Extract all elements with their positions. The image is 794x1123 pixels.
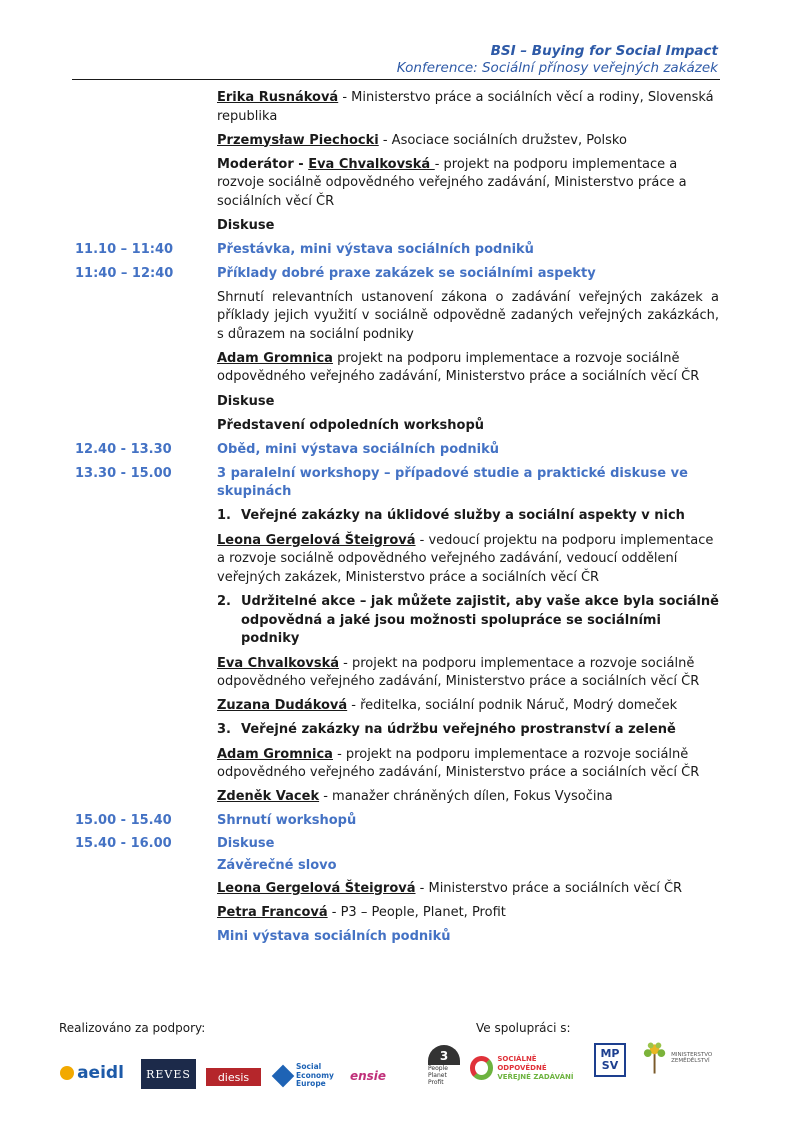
cooperation-label: Ve spolupráci s: [476,1021,571,1035]
page-header [397,43,718,77]
agenda-item-1540 [75,835,725,947]
mpsv-logo: MP SV [594,1043,626,1077]
speaker-name: Leona Gergelová Šteigrová [217,880,416,896]
speaker-name: Erika Rusnáková [217,90,339,105]
speaker-rusnakova: Erika Rusnáková - Ministerstvo práce a sociálních věcí a rodiny, Slovenská republika [217,90,714,124]
p3-logo: 3 People Planet Profit [428,1044,464,1086]
agenda-item-1240 [75,441,725,460]
speaker-name: Eva Chvalkovská [308,156,435,172]
agenda-item-1110 [75,241,725,260]
social-economy-europe-logo: Social Economy Europe [275,1062,337,1090]
moderator: Moderátor - Eva Chvalkovská - projekt na podporu implementace a rozvoje sociálně odpovědného veřejného zadávání, Ministerstvo práce a sociálních věcí ČR [217,156,687,209]
time-slot: 11.10 – 11:40 [75,241,174,257]
speaker-name: Przemysław Piechocki [217,132,379,148]
agenda-item-1330 [75,465,725,813]
tree-icon [640,1039,669,1077]
agenda [75,89,725,946]
workshops-intro: Představení odpoledních workshopů [217,417,485,433]
time-slot: 15.00 - 15.40 [75,813,172,828]
workshop-2-title: 2. Udržitelné akce – jak můžete zajistit, aby vaše akce byla sociálně odpovědná a jaké jsou možnosti spolupráce se sociálními podniky [217,594,719,646]
expo-label: Mini výstava sociálních podniků [217,928,451,944]
agenda-item-1500 [75,812,725,831]
time-slot: 12.40 - 13.30 [75,441,172,457]
agenda-item-title: 3 paralelní workshopy – případové studie a praktické diskuse ve skupinách [217,465,688,499]
speaker-name: Leona Gergelová Šteigrová [217,532,416,548]
sov-mark-icon [470,1056,493,1080]
workshop-3-speaker: Adam Gromnica - projekt na podporu implementace a rozvoje sociálně odpovědného veřejného zadávání, Ministerstvo práce a sociálních věcí ČR [217,746,700,780]
agenda-item-title: Příklady dobré praxe zakázek se sociálními aspekty [217,265,596,281]
speaker-name: Zuzana Dudáková [217,698,348,713]
workshop-2-speaker: Eva Chvalkovská - projekt na podporu implementace a rozvoje sociálně odpovědného veřejného zadávání, Ministerstvo práce a sociálních věcí ČR [217,655,700,689]
agenda-item-title: Přestávka, mini výstava sociálních podniků [217,241,534,257]
agenda-item-title: Shrnutí workshopů [217,813,357,828]
speaker-gromnica: Adam Gromnica projekt na podporu implementace a rozvoje sociálně odpovědného veřejného zadávání, Ministerstvo práce a sociálních věcí ČR [217,350,700,384]
agenda-continuation [75,89,725,241]
workshop-3-title: 3. Veřejné zakázky na údržbu veřejného prostranství a zeleně [217,722,676,737]
agenda-item-title: Diskuse [217,835,275,851]
workshop-1-title: 1. Veřejné zakázky na úklidové služby a sociální aspekty v nich [217,508,685,523]
closing-speaker: Petra Francová - P3 – People, Planet, Profit [217,904,506,920]
workshop-2-speaker: Zuzana Dudáková - ředitelka, sociální podnik Náruč, Modrý domeček [217,698,678,713]
reves-logo: REVES [141,1059,196,1089]
speaker-name: Adam Gromnica [217,350,333,366]
agenda-item-1140 [75,265,725,441]
closing-label: Závěrečné slovo [217,858,337,873]
aeidl-logo: aeidl [58,1062,126,1084]
speaker-name: Eva Chvalkovská [217,655,340,671]
agenda-item-title: Oběd, mini výstava sociálních podniků [217,441,500,457]
closing-speaker: Leona Gergelová Šteigrová - Ministerstvo práce a sociálních věcí ČR [217,880,683,896]
discussion-label: Diskuse [217,393,275,409]
supported-label: Realizováno za podpory: [59,1021,206,1035]
speaker-name: Petra Francová [217,904,328,920]
workshop-3-speaker: Zdeněk Vacek - manažer chráněných dílen, Fokus Vysočina [217,789,613,804]
time-slot: 15.40 - 16.00 [75,835,172,851]
workshop-1-speaker: Leona Gergelová Šteigrová - vedoucí projektu na podporu implementace a rozvoje sociálně odpovědného veřejného zadávání, vedoucí oddělení veřejných zakázek, Ministerstvo práce a sociálních věcí ČR [217,532,714,585]
sov-logo: SOCIÁLNĚ ODPOVĚDNÉ VEŘEJNÉ ZADÁVÁNÍ [470,1053,584,1083]
time-slot: 13.30 - 15.00 [75,465,172,481]
header-divider [72,79,720,80]
header-title: BSI – Buying for Social Impact [490,43,718,59]
speaker-piechocki: Przemysław Piechocki - Asociace sociálních družstev, Polsko [217,132,627,148]
diesis-logo: diesis [206,1068,261,1086]
header-subtitle: Konference: Sociální přínosy veřejných zakázek [396,60,718,76]
aeidl-mark-icon [60,1066,74,1080]
time-slot: 11:40 – 12:40 [75,265,174,281]
speaker-name: Zdeněk Vacek [217,789,320,804]
agenda-item-summary: Shrnutí relevantních ustanovení zákona o zadávání veřejných zakázek a příklady jejich využití v sociálně odpovědně zadaných veřejných zakázkách, s důrazem na sociální podniky [217,289,719,342]
p3-mark-icon: 3 [428,1045,460,1065]
see-mark-icon [272,1065,295,1088]
ensie-logo: ensie [349,1069,387,1083]
discussion-label: Diskuse [217,217,275,233]
mz-logo: MINISTERSTVO ZEMĚDĚLSTVÍ [640,1036,750,1080]
speaker-name: Adam Gromnica [217,746,333,762]
